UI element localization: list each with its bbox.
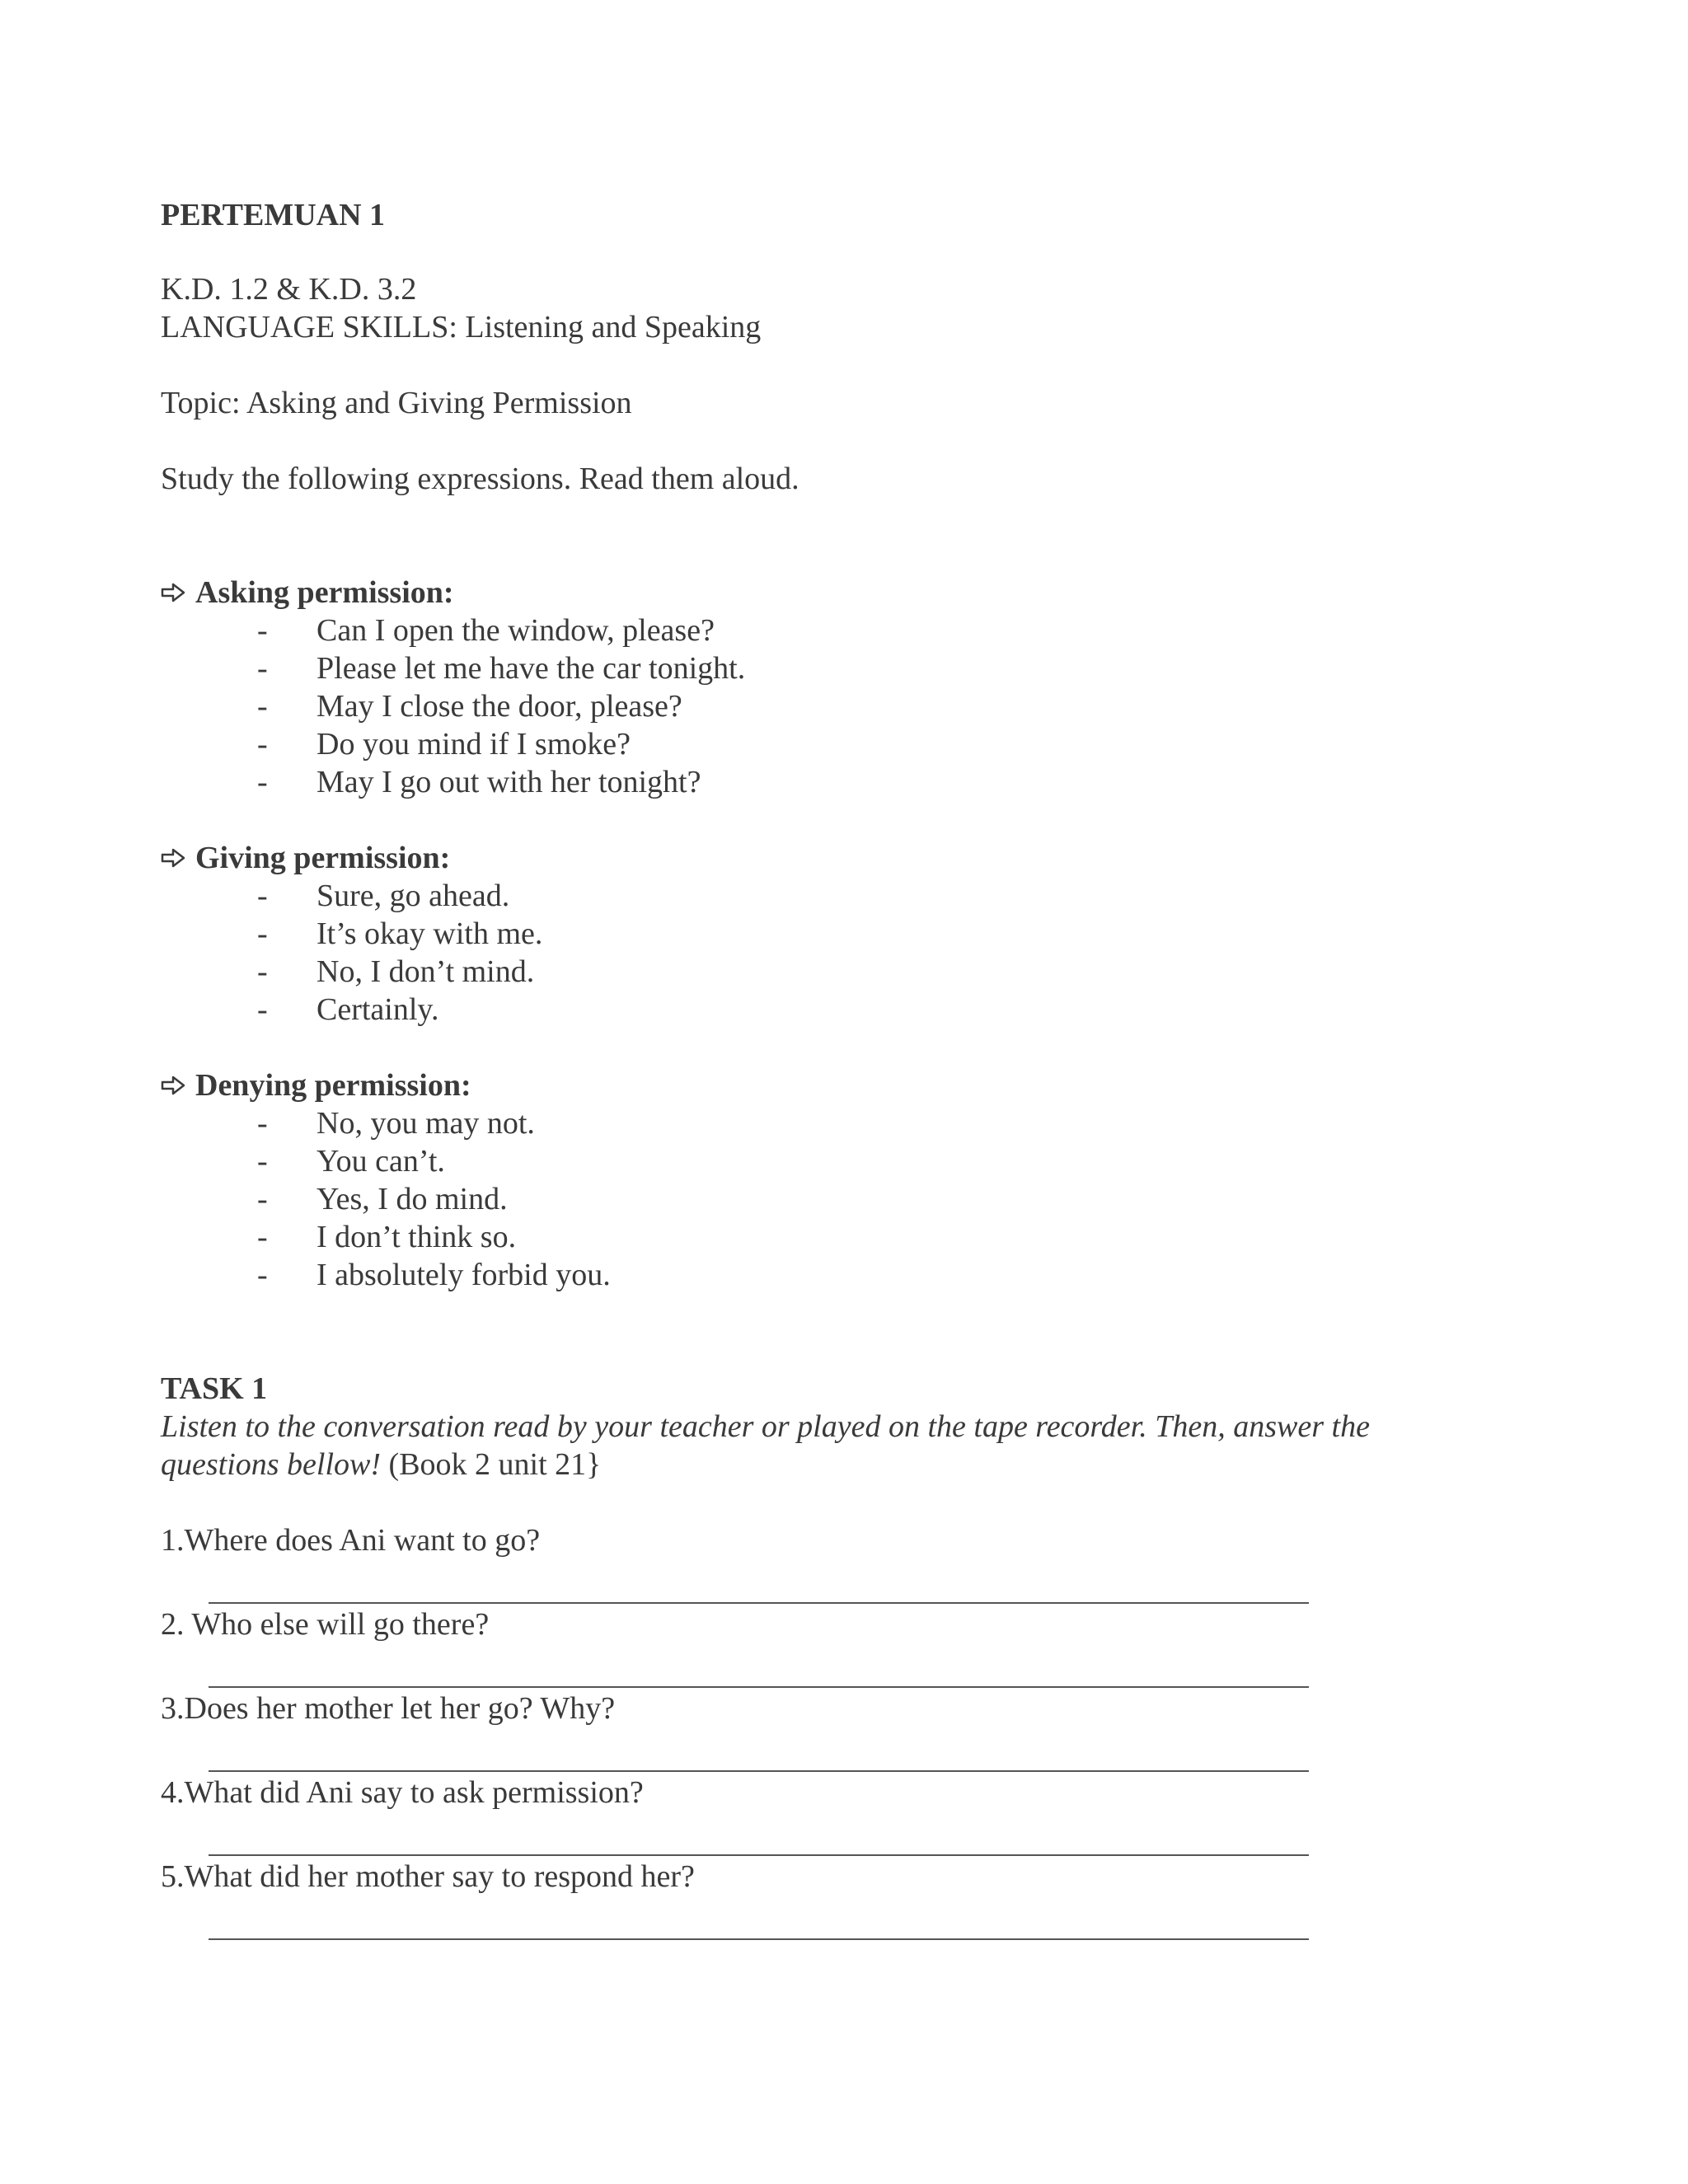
document-page: PERTEMUAN 1 K.D. 1.2 & K.D. 3.2 LANGUAGE SKILLS: Listening and Speaking Topic: Asking and Giving Permission Study the following expressions. Read them aloud. Asking permission: - Can I open the window, please? - Please let me have the car tonight. - May I close the door, please? - Do you mind if I smoke? - May I go out with her tonight? Giving permission: - Sure, go ahead. - It’s okay with me. - No, I don’t mind. - Certainly. Denying permission: - No, you may not. - You can’t. - Yes, I do mind. - I don’t think so. - I absolutely forbid you. TASK 1 Listen to the conversation read by your teacher or played on the tape recorder. Then, answer the questions bellow! (Book 2 unit 21} 1.Where does Ani want to go? 2. Who else will go there? 3.Does her mother let her go? Why? 4.What did Ani say to ask permission? 5.What did her mother say to respond her?: [0, 0, 1688, 2184]
kd-line: K.D. 1.2 & K.D. 3.2: [161, 272, 417, 307]
arrow-right-outline-icon: [161, 1075, 185, 1096]
answer-line-1[interactable]: [209, 1602, 1309, 1604]
instruction-line: Study the following expressions. Read them aloud.: [161, 462, 799, 496]
task-title: TASK 1: [161, 1371, 268, 1406]
task-instruction-line1: Listen to the conversation read by your teacher or played on the tape recorder. Then, answer the: [161, 1409, 1370, 1444]
question-5: 5.What did her mother say to respond her?: [161, 1859, 695, 1894]
section-heading-denying: [161, 1066, 471, 1104]
meeting-title: PERTEMUAN 1: [161, 198, 386, 232]
question-1: 1.Where does Ani want to go?: [161, 1523, 541, 1558]
task-instruction-line2: questions bellow! (Book 2 unit 21}: [161, 1447, 602, 1482]
section-heading-giving: [161, 839, 450, 877]
answer-line-2[interactable]: [209, 1686, 1309, 1688]
arrow-right-outline-icon: [161, 582, 185, 603]
section-heading-label: Giving permission:: [195, 841, 451, 875]
question-2: 2. Who else will go there?: [161, 1607, 490, 1642]
question-4: 4.What did Ani say to ask permission?: [161, 1775, 644, 1810]
answer-line-3[interactable]: [209, 1770, 1309, 1772]
answer-line-5[interactable]: [209, 1938, 1309, 1940]
topic-line: Topic: Asking and Giving Permission: [161, 386, 632, 420]
question-3: 3.Does her mother let her go? Why?: [161, 1691, 616, 1726]
section-heading-asking: [161, 574, 454, 612]
section-heading-label: Denying permission:: [195, 1068, 471, 1103]
arrow-right-outline-icon: [161, 847, 185, 869]
language-skills-line: LANGUAGE SKILLS: Listening and Speaking: [161, 310, 762, 344]
answer-line-4[interactable]: [209, 1854, 1309, 1856]
section-heading-label: Asking permission:: [195, 575, 454, 610]
